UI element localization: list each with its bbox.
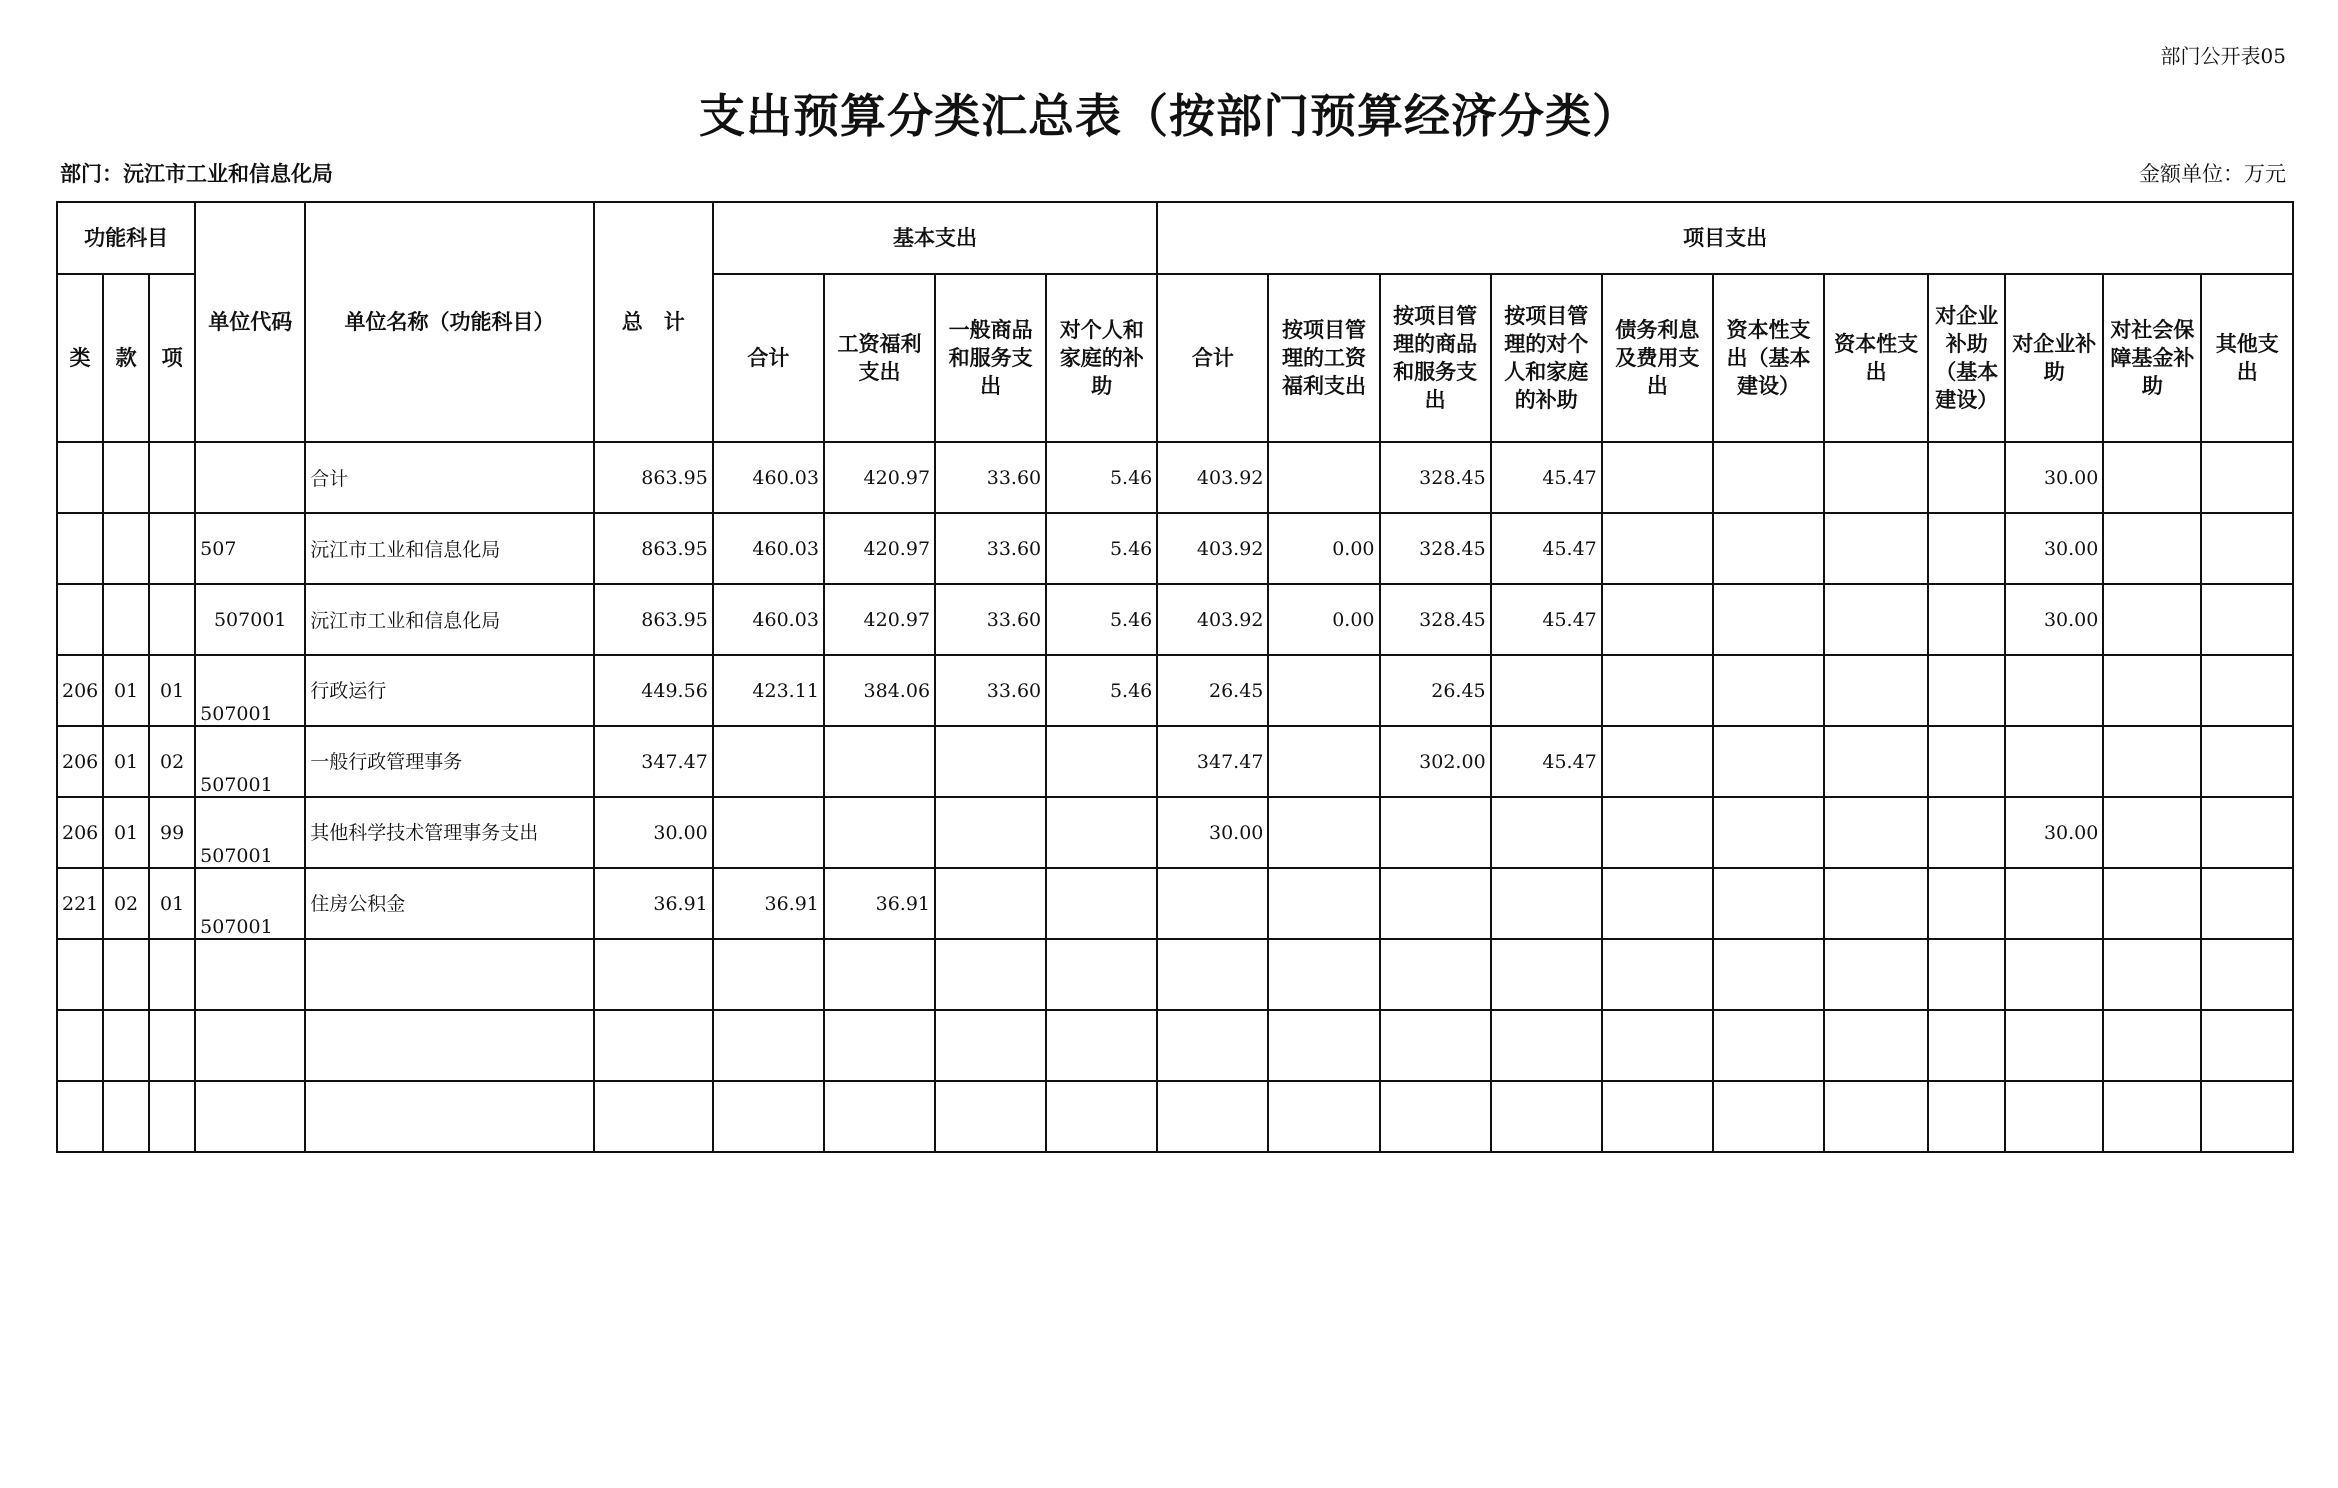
amount-cell: [1824, 868, 1928, 939]
amount-cell: [1928, 868, 2005, 939]
amount-cell: 30.00: [2005, 513, 2103, 584]
empty-cell: [1602, 1081, 1713, 1152]
empty-cell: [935, 1081, 1046, 1152]
amount-cell: 328.45: [1380, 442, 1491, 513]
amount-cell: [2005, 868, 2103, 939]
header-basic-sum: 合计: [713, 274, 824, 442]
amount-cell: [1713, 513, 1824, 584]
amount-cell: 30.00: [1157, 797, 1268, 868]
xiang-cell: 01: [149, 868, 195, 939]
amount-cell: [713, 726, 824, 797]
xiang-cell: 02: [149, 726, 195, 797]
empty-cell: [305, 1081, 593, 1152]
amount-cell: 45.47: [1491, 726, 1602, 797]
amount-cell: [1046, 726, 1157, 797]
xiang-cell: 01: [149, 655, 195, 726]
amount-cell: 403.92: [1157, 513, 1268, 584]
unit-code-cell: 507001: [195, 868, 305, 939]
header-project-enterprise: 对企业补助: [2005, 274, 2103, 442]
empty-cell: [149, 1010, 195, 1081]
empty-cell: [1713, 1081, 1824, 1152]
amount-cell: [2103, 442, 2201, 513]
amount-cell: [1713, 797, 1824, 868]
empty-cell: [1380, 939, 1491, 1010]
amount-cell: 45.47: [1491, 513, 1602, 584]
department-label: 部门：沅江市工业和信息化局: [60, 162, 333, 186]
header-basic-goods: 一般商品和服务支出: [935, 274, 1046, 442]
amount-cell: 36.91: [713, 868, 824, 939]
empty-cell: [1046, 1010, 1157, 1081]
empty-cell: [1491, 939, 1602, 1010]
empty-cell: [1157, 1010, 1268, 1081]
budget-table: [56, 201, 2294, 1153]
header-project-sum: 合计: [1157, 274, 1268, 442]
empty-cell: [2103, 1081, 2201, 1152]
empty-cell: [149, 939, 195, 1010]
amount-cell: [1380, 868, 1491, 939]
empty-cell: [103, 939, 149, 1010]
amount-cell: [2201, 442, 2293, 513]
empty-cell: [1380, 1081, 1491, 1152]
amount-cell: [1824, 726, 1928, 797]
unit-code-cell: 507: [195, 513, 305, 584]
header-project-other: 其他支出: [2201, 274, 2293, 442]
empty-cell: [103, 1081, 149, 1152]
amount-cell: [1602, 513, 1713, 584]
empty-row: [57, 939, 2293, 1010]
header-project-goods: 按项目管理的商品和服务支出: [1380, 274, 1491, 442]
empty-cell: [149, 1081, 195, 1152]
empty-row: [57, 1010, 2293, 1081]
header-xiang: 项: [149, 274, 195, 442]
amount-cell: 384.06: [824, 655, 935, 726]
unit-name-cell: 一般行政管理事务: [305, 726, 593, 797]
empty-cell: [935, 1010, 1046, 1081]
empty-cell: [594, 939, 713, 1010]
empty-cell: [1268, 1081, 1379, 1152]
amount-cell: 36.91: [594, 868, 713, 939]
amount-cell: 863.95: [594, 584, 713, 655]
empty-cell: [57, 939, 103, 1010]
amount-cell: 26.45: [1157, 655, 1268, 726]
unit-name-cell: 行政运行: [305, 655, 593, 726]
empty-cell: [1928, 1010, 2005, 1081]
amount-cell: [935, 868, 1046, 939]
xiang-cell: [149, 513, 195, 584]
header-unit-code: 单位代码: [195, 202, 305, 442]
amount-cell: 460.03: [713, 584, 824, 655]
unit-name-cell: 其他科学技术管理事务支出: [305, 797, 593, 868]
budget-table-body: [57, 442, 2293, 1152]
page-title: 支出预算分类汇总表（按部门预算经济分类）: [699, 89, 1639, 143]
amount-cell: [1928, 513, 2005, 584]
amount-cell: 33.60: [935, 584, 1046, 655]
amount-cell: [1046, 868, 1157, 939]
empty-cell: [2005, 1010, 2103, 1081]
lei-cell: [57, 513, 103, 584]
amount-cell: 328.45: [1380, 584, 1491, 655]
empty-cell: [195, 1010, 305, 1081]
amount-cell: 460.03: [713, 513, 824, 584]
header-basic-family: 对个人和家庭的补助: [1046, 274, 1157, 442]
unit-name-cell: 合计: [305, 442, 593, 513]
lei-cell: 206: [57, 655, 103, 726]
empty-cell: [2201, 1010, 2293, 1081]
amount-cell: 0.00: [1268, 584, 1379, 655]
table-row: [57, 442, 2293, 513]
kuan-cell: [103, 584, 149, 655]
amount-cell: [1602, 797, 1713, 868]
amount-cell: [1824, 584, 1928, 655]
empty-cell: [305, 1010, 593, 1081]
amount-cell: [1713, 655, 1824, 726]
form-code: 部门公开表05: [2160, 44, 2286, 68]
unit-code-cell: 507001: [195, 584, 305, 655]
header-project-enterprise-basic: 对企业补助（基本建设）: [1928, 274, 2005, 442]
empty-cell: [1713, 1010, 1824, 1081]
kuan-cell: [103, 513, 149, 584]
header-project-wage: 按项目管理的工资福利支出: [1268, 274, 1379, 442]
amount-cell: 5.46: [1046, 655, 1157, 726]
empty-cell: [195, 1081, 305, 1152]
amount-cell: 30.00: [2005, 797, 2103, 868]
empty-cell: [1046, 1081, 1157, 1152]
amount-cell: 33.60: [935, 513, 1046, 584]
amount-cell: [1824, 655, 1928, 726]
amount-cell: [1713, 868, 1824, 939]
empty-cell: [1824, 939, 1928, 1010]
header-project-family: 按项目管理的对个人和家庭的补助: [1491, 274, 1602, 442]
xiang-cell: [149, 584, 195, 655]
empty-cell: [935, 939, 1046, 1010]
amount-cell: [2103, 655, 2201, 726]
amount-cell: [1928, 655, 2005, 726]
amount-cell: [2201, 513, 2293, 584]
amount-cell: [1268, 726, 1379, 797]
kuan-cell: [103, 442, 149, 513]
header-unit-name: 单位名称（功能科目）: [305, 202, 593, 442]
amount-cell: [2103, 797, 2201, 868]
amount-cell: 449.56: [594, 655, 713, 726]
amount-cell: [1491, 655, 1602, 726]
amount-cell: [1824, 442, 1928, 513]
amount-cell: [2201, 797, 2293, 868]
empty-cell: [2201, 1081, 2293, 1152]
amount-cell: 36.91: [824, 868, 935, 939]
empty-cell: [195, 939, 305, 1010]
empty-cell: [1928, 1081, 2005, 1152]
table-row: [57, 726, 2293, 797]
xiang-cell: [149, 442, 195, 513]
amount-cell: [1046, 797, 1157, 868]
amount-cell: [935, 726, 1046, 797]
amount-cell: [935, 797, 1046, 868]
header-project-social-security: 对社会保障基金补助: [2103, 274, 2201, 442]
empty-cell: [824, 1081, 935, 1152]
unit-name-cell: 沅江市工业和信息化局: [305, 584, 593, 655]
header-project-capital-basic: 资本性支出（基本建设）: [1713, 274, 1824, 442]
amount-cell: 26.45: [1380, 655, 1491, 726]
header-basic-wage: 工资福利支出: [824, 274, 935, 442]
amount-cell: [2103, 868, 2201, 939]
amount-cell: [2103, 584, 2201, 655]
kuan-cell: 01: [103, 726, 149, 797]
amount-cell: 302.00: [1380, 726, 1491, 797]
amount-unit-label: 金额单位：万元: [2139, 162, 2286, 186]
amount-cell: [1157, 868, 1268, 939]
amount-cell: [2103, 726, 2201, 797]
empty-cell: [2103, 1010, 2201, 1081]
empty-cell: [1157, 1081, 1268, 1152]
empty-cell: [103, 1010, 149, 1081]
amount-cell: [2103, 513, 2201, 584]
amount-cell: [1268, 655, 1379, 726]
amount-cell: 403.92: [1157, 584, 1268, 655]
amount-cell: [824, 726, 935, 797]
amount-cell: [1380, 797, 1491, 868]
amount-cell: [2005, 726, 2103, 797]
amount-cell: [1824, 797, 1928, 868]
empty-cell: [1491, 1010, 1602, 1081]
empty-cell: [1602, 939, 1713, 1010]
amount-cell: [1268, 442, 1379, 513]
empty-cell: [713, 939, 824, 1010]
unit-name-cell: 沅江市工业和信息化局: [305, 513, 593, 584]
amount-cell: [1713, 584, 1824, 655]
amount-cell: [1824, 513, 1928, 584]
amount-cell: 863.95: [594, 513, 713, 584]
kuan-cell: 02: [103, 868, 149, 939]
amount-cell: [2201, 655, 2293, 726]
amount-cell: 403.92: [1157, 442, 1268, 513]
amount-cell: [1602, 726, 1713, 797]
amount-cell: [1602, 655, 1713, 726]
empty-cell: [824, 1010, 935, 1081]
empty-cell: [57, 1010, 103, 1081]
header-lei: 类: [57, 274, 103, 442]
header-kuan: 款: [103, 274, 149, 442]
amount-cell: [2201, 584, 2293, 655]
empty-cell: [1380, 1010, 1491, 1081]
empty-cell: [594, 1081, 713, 1152]
xiang-cell: 99: [149, 797, 195, 868]
amount-cell: [1713, 726, 1824, 797]
amount-cell: 45.47: [1491, 442, 1602, 513]
amount-cell: 5.46: [1046, 584, 1157, 655]
amount-cell: 347.47: [594, 726, 713, 797]
amount-cell: 347.47: [1157, 726, 1268, 797]
empty-cell: [2005, 939, 2103, 1010]
amount-cell: 328.45: [1380, 513, 1491, 584]
empty-cell: [824, 939, 935, 1010]
amount-cell: 30.00: [594, 797, 713, 868]
amount-cell: 420.97: [824, 584, 935, 655]
kuan-cell: 01: [103, 655, 149, 726]
amount-cell: [1928, 797, 2005, 868]
amount-cell: 420.97: [824, 442, 935, 513]
amount-cell: 33.60: [935, 442, 1046, 513]
unit-code-cell: 507001: [195, 797, 305, 868]
unit-code-cell: 507001: [195, 726, 305, 797]
header-project-expenditure: 项目支出: [1157, 202, 2293, 274]
unit-name-cell: 住房公积金: [305, 868, 593, 939]
lei-cell: [57, 584, 103, 655]
empty-cell: [1824, 1081, 1928, 1152]
table-row: [57, 513, 2293, 584]
empty-row: [57, 1081, 2293, 1152]
amount-cell: 460.03: [713, 442, 824, 513]
empty-cell: [1268, 939, 1379, 1010]
header-project-capital: 资本性支出: [1824, 274, 1928, 442]
empty-cell: [594, 1010, 713, 1081]
empty-cell: [1713, 939, 1824, 1010]
amount-cell: 863.95: [594, 442, 713, 513]
lei-cell: 206: [57, 726, 103, 797]
amount-cell: 45.47: [1491, 584, 1602, 655]
empty-cell: [713, 1010, 824, 1081]
kuan-cell: 01: [103, 797, 149, 868]
empty-cell: [1157, 939, 1268, 1010]
amount-cell: 423.11: [713, 655, 824, 726]
empty-cell: [1824, 1010, 1928, 1081]
amount-cell: [2201, 726, 2293, 797]
amount-cell: 5.46: [1046, 513, 1157, 584]
amount-cell: [1928, 726, 2005, 797]
amount-cell: 30.00: [2005, 584, 2103, 655]
table-row: [57, 584, 2293, 655]
empty-cell: [1491, 1081, 1602, 1152]
amount-cell: [1268, 797, 1379, 868]
empty-cell: [1602, 1010, 1713, 1081]
table-row: [57, 797, 2293, 868]
amount-cell: [1491, 868, 1602, 939]
amount-cell: [1268, 868, 1379, 939]
table-row: [57, 868, 2293, 939]
amount-cell: [824, 797, 935, 868]
amount-cell: 5.46: [1046, 442, 1157, 513]
empty-cell: [1928, 939, 2005, 1010]
amount-cell: [2201, 868, 2293, 939]
empty-cell: [2201, 939, 2293, 1010]
empty-cell: [305, 939, 593, 1010]
empty-cell: [713, 1081, 824, 1152]
lei-cell: 206: [57, 797, 103, 868]
lei-cell: [57, 442, 103, 513]
amount-cell: 33.60: [935, 655, 1046, 726]
amount-cell: [1928, 584, 2005, 655]
amount-cell: 420.97: [824, 513, 935, 584]
empty-cell: [1046, 939, 1157, 1010]
amount-cell: [1491, 797, 1602, 868]
unit-code-cell: [195, 442, 305, 513]
amount-cell: [2005, 655, 2103, 726]
amount-cell: [713, 797, 824, 868]
amount-cell: 30.00: [2005, 442, 2103, 513]
header-project-debt: 债务利息及费用支出: [1602, 274, 1713, 442]
amount-cell: [1713, 442, 1824, 513]
unit-code-cell: 507001: [195, 655, 305, 726]
amount-cell: 0.00: [1268, 513, 1379, 584]
empty-cell: [57, 1081, 103, 1152]
amount-cell: [1602, 584, 1713, 655]
header-total: 总 计: [594, 202, 713, 442]
table-row: [57, 655, 2293, 726]
empty-cell: [2103, 939, 2201, 1010]
amount-cell: [1602, 442, 1713, 513]
header-func-subject: 功能科目: [57, 202, 195, 274]
lei-cell: 221: [57, 868, 103, 939]
empty-cell: [1268, 1010, 1379, 1081]
empty-cell: [2005, 1081, 2103, 1152]
amount-cell: [1928, 442, 2005, 513]
amount-cell: [1602, 868, 1713, 939]
header-basic-expenditure: 基本支出: [713, 202, 1158, 274]
